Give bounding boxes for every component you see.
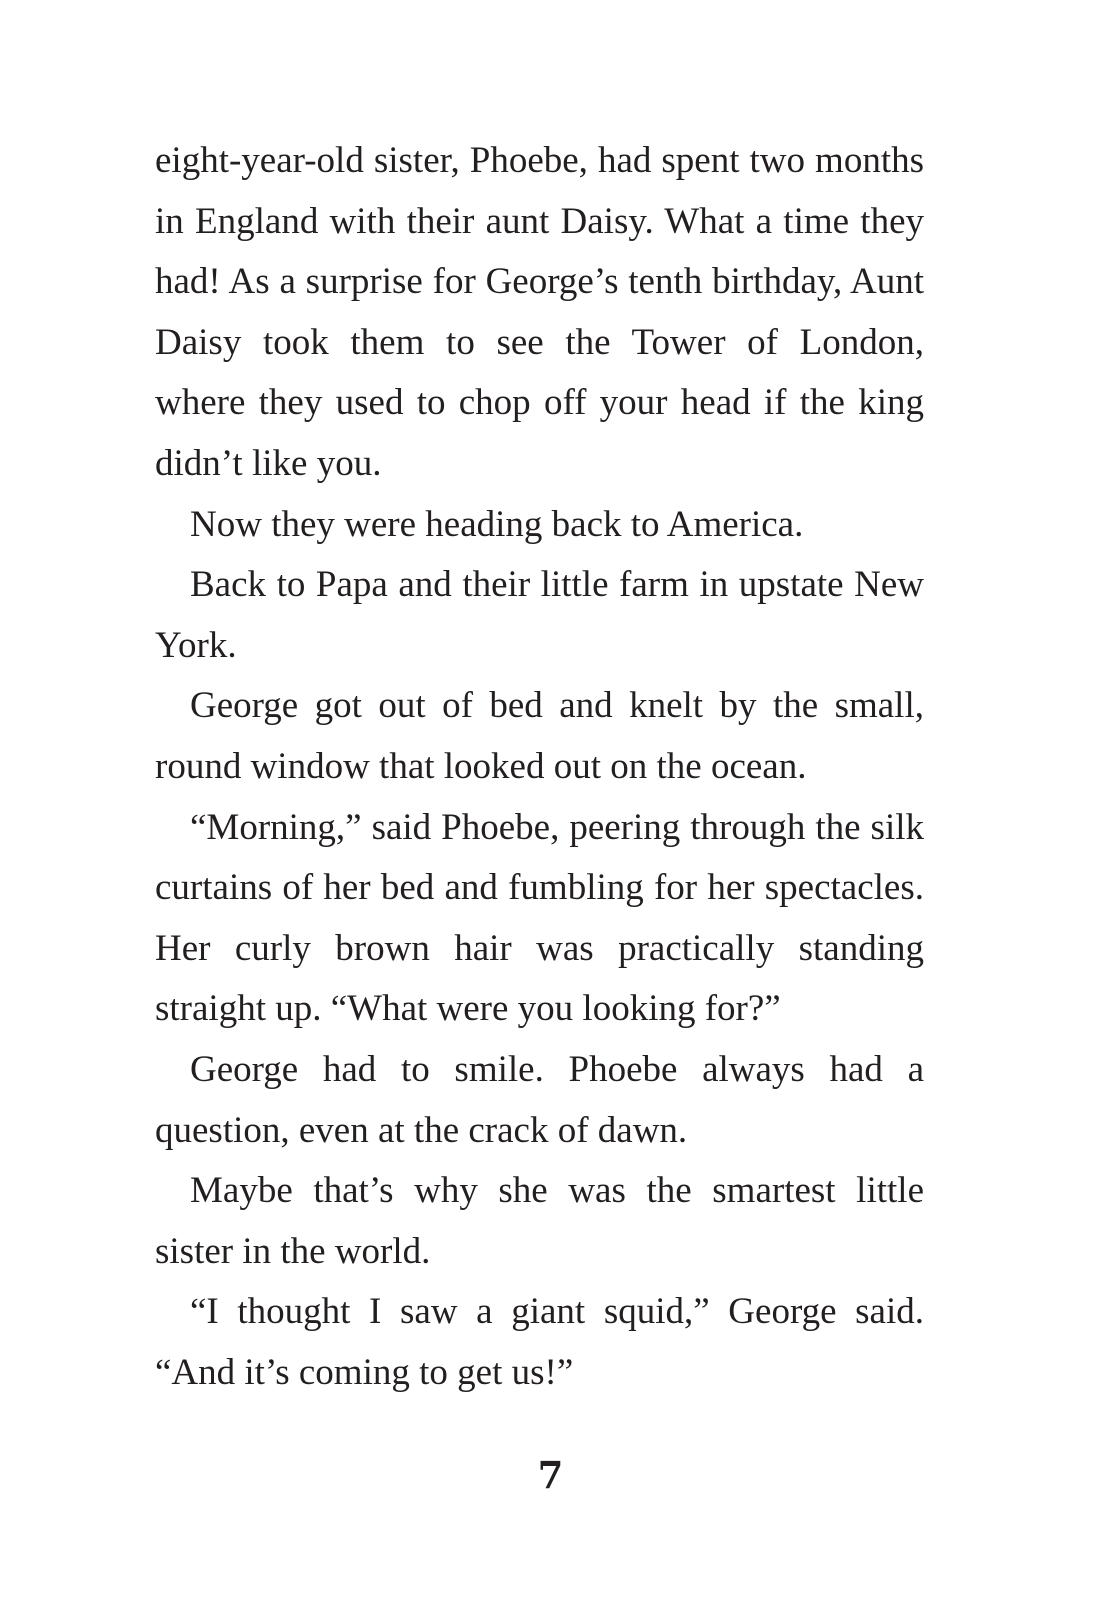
page-number: 7	[537, 1453, 564, 1497]
paragraph: Now they were heading back to America.	[190, 503, 804, 545]
paragraph: Maybe that’s why she was the smartest little sister in the world.	[155, 1170, 924, 1272]
paragraph: Back to Papa and their little farm in upstate New York.	[155, 564, 924, 666]
body-text	[155, 131, 924, 1403]
paragraph: George got out of bed and knelt by the small, round window that looked out on the ocean.	[155, 685, 924, 787]
paragraph: “Morning,” said Phoebe, peering through the silk curtains of her bed and fumbling for her spectacles. Her curly brown hair was practically standing straight up. “What were you looking for?”	[155, 806, 924, 1030]
paragraph: eight-year-old sister, Phoebe, had spent two months in England with their aunt Daisy. What a time they had! As a surprise for George’s tenth birthday, Aunt Daisy took them to see the Tower of London, where they used to chop off your head if the king didn’t like you.	[155, 140, 924, 484]
paragraph: George had to smile. Phoebe always had a question, even at the crack of dawn.	[155, 1048, 924, 1151]
paragraph: “I thought I saw a giant squid,” George said. “And it’s coming to get us!”	[155, 1291, 924, 1393]
